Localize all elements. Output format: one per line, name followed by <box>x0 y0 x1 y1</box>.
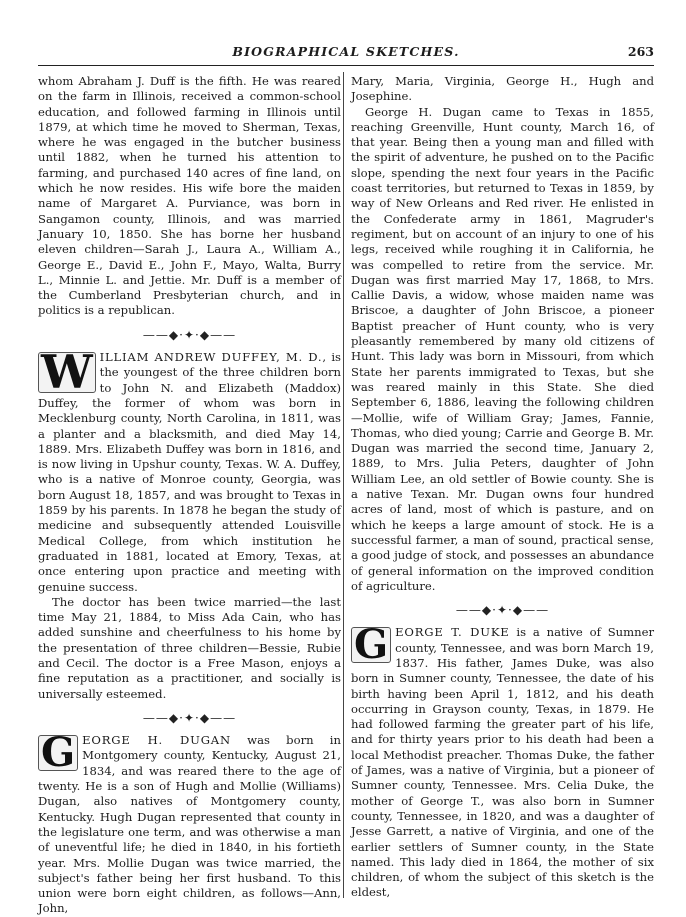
decorated-initial: G <box>351 627 391 663</box>
header-rule <box>38 65 654 66</box>
right-column <box>351 74 654 901</box>
page-header <box>38 44 654 66</box>
subject-name: ILLIAM ANDREW DUFFEY, M. D., <box>99 350 327 365</box>
dugan-texas-paragraph: George H. Dugan came to Texas in 1855, reaching Greenville, Hunt county, March 16, of that year. Being then a young man and filled with the spirit of adventure, he pushed on to the Pacific slope, spending the next four years in the Pacific coast territories, but returned to Texas in 1859, by way of New Orleans and Red river. He enlisted in the Confederate army in 1861, Magruder's regiment, but on account of an injury to one of his legs, received while roughing it in California, he was compelled to retire from the service. Mr. Dugan was first married May 17, 1868, to Mrs. Callie Davis, a widow, whose maiden name was Briscoe, a daughter of John Briscoe, a pioneer Baptist preacher of Hunt county, who is very pleasantly remembered by many old citizens of Hunt. This lady was born in Missouri, from which State her parents immigrated to Texas, but she was reared mainly in this State. She died September 6, 1886, leaving the following children—Mollie, wife of William Gray; James, Fannie, Thomas, who died young; Carrie and George B. Mr. Dugan was married the second time, January 2, 1889, to Mrs. Julia Peters, daughter of John William Lee, an old settler of Bowie county. She is a native Texan. Mr. Dugan owns four hundred acres of land, most of which is pasture, and on which he keeps a large amount of stock. He is a successful farmer, a man of sound, practical sense, a good judge of stock, and possesses an abundance of general information on the improved condition of agriculture. <box>351 104 654 593</box>
decorated-initial: W <box>38 352 96 393</box>
duffey-sketch-paragraph <box>38 345 342 595</box>
section-ornament: ——◆·✦·◆—— <box>455 603 550 618</box>
duff-continuation-paragraph: whom Abraham J. Duff is the fifth. He was reared on the farm in Illinois, received a common-school education, and followed farming in Illinois until 1879, at which time he moved to Sherman, Texas, where he was engaged in the butcher business until 1882, when he turned his attention to farming, and purchased 140 acres of fine land, on which he now resides. His wife bore the maiden name of Margaret A. Purviance, was born in Sangamon county, Illinois, and was married January 10, 1850. She has borne her husband eleven children—Sarah J., Laura A., William A., George E., David E., John F., Mayo, Walta, Burry L., Minnie L. and Jettie. Mr. Duff is a member of the Cumberland Presbyterian church, and in politics is a republican. <box>38 74 341 318</box>
sketch-text: was born in Montgomery county, Kentucky, August 21, 1834, and was reared there to the age of twenty. He is a son of Hugh and Mollie (Williams) Dugan, also natives of Montgomery county, Kentucky. Hugh Dugan represented that county in the legislature one term, and was otherwise a man of uneventful life; he died in 1840, in his fortieth year. Mrs. Mollie Dugan was twice married, the subject's father being her first husband. To this union were born eight children, as follows—Ann, John, <box>38 733 341 916</box>
duffey-marriage-paragraph: The doctor has been twice married—the last time May 21, 1884, to Miss Ada Cain, who has added sunshine and cheerfulness to his home by the presentation of three children—Bessie, Rubie and Cecil. The doctor is a Free Mason, enjoys a fine reputation as a practitioner, and socially is universally esteemed. <box>38 594 341 701</box>
subject-name: EORGE H. DUGAN <box>82 733 231 748</box>
section-ornament: ——◆·✦·◆—— <box>142 710 237 725</box>
column-divider <box>343 72 344 898</box>
duke-sketch-paragraph <box>351 621 654 900</box>
section-ornament: ——◆·✦·◆—— <box>142 327 237 342</box>
sketch-text: is a native of Sumner county, Tennessee, and was born March 19, 1837. His father, James Duke, was also born in Sumner county, Tennessee, the date of his birth having been April 1, 1812, and his death occurring in Grayson county, Texas, in 1879. He had followed farming the greater part of his life, and for thirty years prior to his death had been a local Methodist preacher. Thomas Duke, the father of James, was a native of Virginia, but a pioneer of Sumner county, Tennessee. Mrs. Celia Duke, the mother of George T., was also born in Sumner county, Tennessee, in 1820, and was a daughter of Jesse Garrett, a native of Virginia, and one of the earlier settlers of Sumner county, in the State named. This lady died in 1864, the mother of six children, of whom the subject of this sketch is the eldest, <box>351 625 654 900</box>
running-head: BIOGRAPHICAL SKETCHES. <box>232 44 460 59</box>
page-number: 263 <box>627 44 654 59</box>
decorated-initial: G <box>38 735 78 771</box>
left-column <box>38 74 341 917</box>
dugan-children-continuation: Mary, Maria, Virginia, George H., Hugh and Josephine. <box>351 74 654 104</box>
subject-name: EORGE T. DUKE <box>395 625 510 640</box>
sketch-text: is the youngest of the three children born to John N. and Elizabeth (Maddox) Duffey, the former of whom was born in Mecklenburg county, North Carolina, in 1811, was a planter and a blacksmith, and died May 14, 1889. Mrs. Elizabeth Duffey was born in 1816, and is now living in Upshur county, Texas. W. A. Duffey, who is a native of Monroe county, Georgia, was born August 18, 1857, and was brought to Texas in 1859 by his parents. In 1878 he began the study of medicine and subsequently attended Louisville Medical College, from which institution he graduated in 1881, located at Emory, Texas, at once entering upon practice and meeting with genuine success. <box>38 350 342 594</box>
dugan-sketch-paragraph <box>38 729 341 917</box>
